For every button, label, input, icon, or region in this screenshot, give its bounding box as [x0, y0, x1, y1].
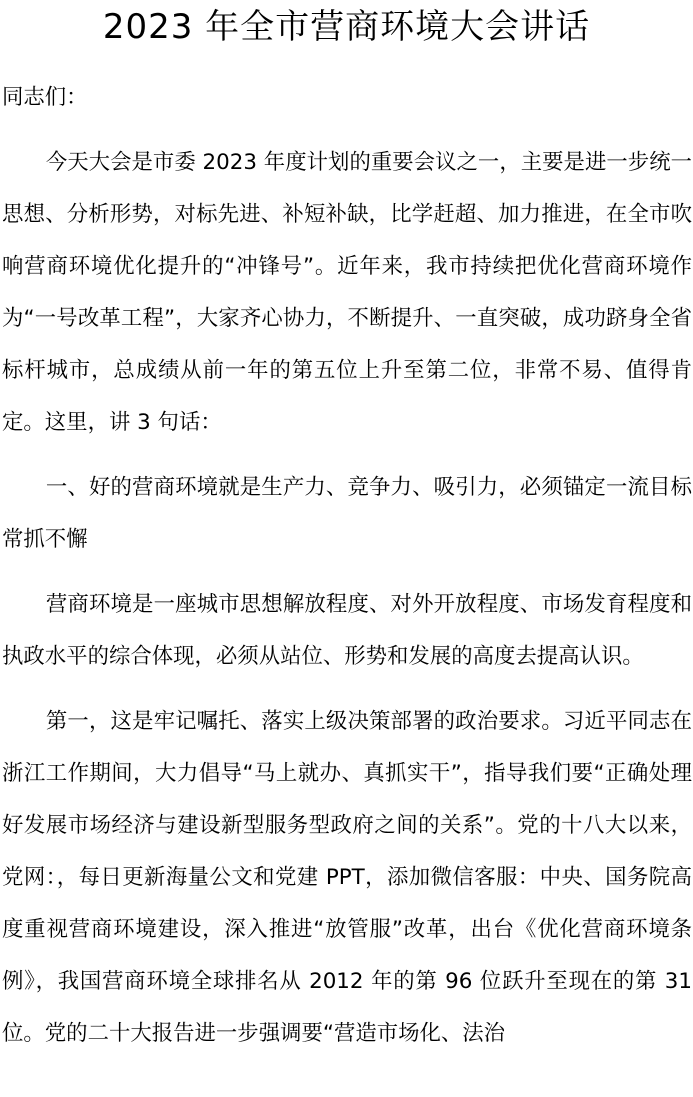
paragraph-environment: 营商环境是一座城市思想解放程度、对外开放程度、市场发育程度和执政水平的综合体现，必须从站位、形势和发展的高度去提高认识。 — [2, 592, 692, 669]
document-title: 2023 年全市营商环境大会讲话 — [102, 7, 591, 47]
paragraph-intro: 今天大会是市委 2023 年度计划的重要会议之一，主要是进一步统一思想、分析形势，对标先进、补短补缺，比学赶超、加力推进，在全市吹响营商环境优化提升的“冲锋号”。近年来，我市持续把优化营商环境作为“一号改革工程”，大家齐心协力，不断提升、一直突破，成功跻身全省标杆城市，总成绩从前一年的第五位上升至第二位，非常不易、值得肯定。这里，讲 3 句话： — [2, 150, 692, 435]
document-body — [2, 72, 692, 1073]
salutation: 同志们： — [2, 85, 88, 110]
section-heading-1: 一、好的营商环境就是生产力、竞争力、吸引力，必须锚定一流目标常抓不懈 — [2, 475, 692, 552]
paragraph-first-point: 第一，这是牢记嘱托、落实上级决策部署的政治要求。习近平同志在浙江工作期间，大力倡导“马上就办、真抓实干”，指导我们要“正确处理好发展市场经济与建设新型服务型政府之间的关系”。党的十八大以来，党网：，每日更新海量公文和党建 PPT，添加微信客服：中央、国务院高度重视营商环境建设，深入推进“放管服”改革，出台《优化营商环境条例》，我国营商环境全球排名从 2012 年的第 96 位跃升至现在的第 31 位。党的二十大报告进一步强调要“营造市场化、法治 — [2, 709, 692, 1046]
